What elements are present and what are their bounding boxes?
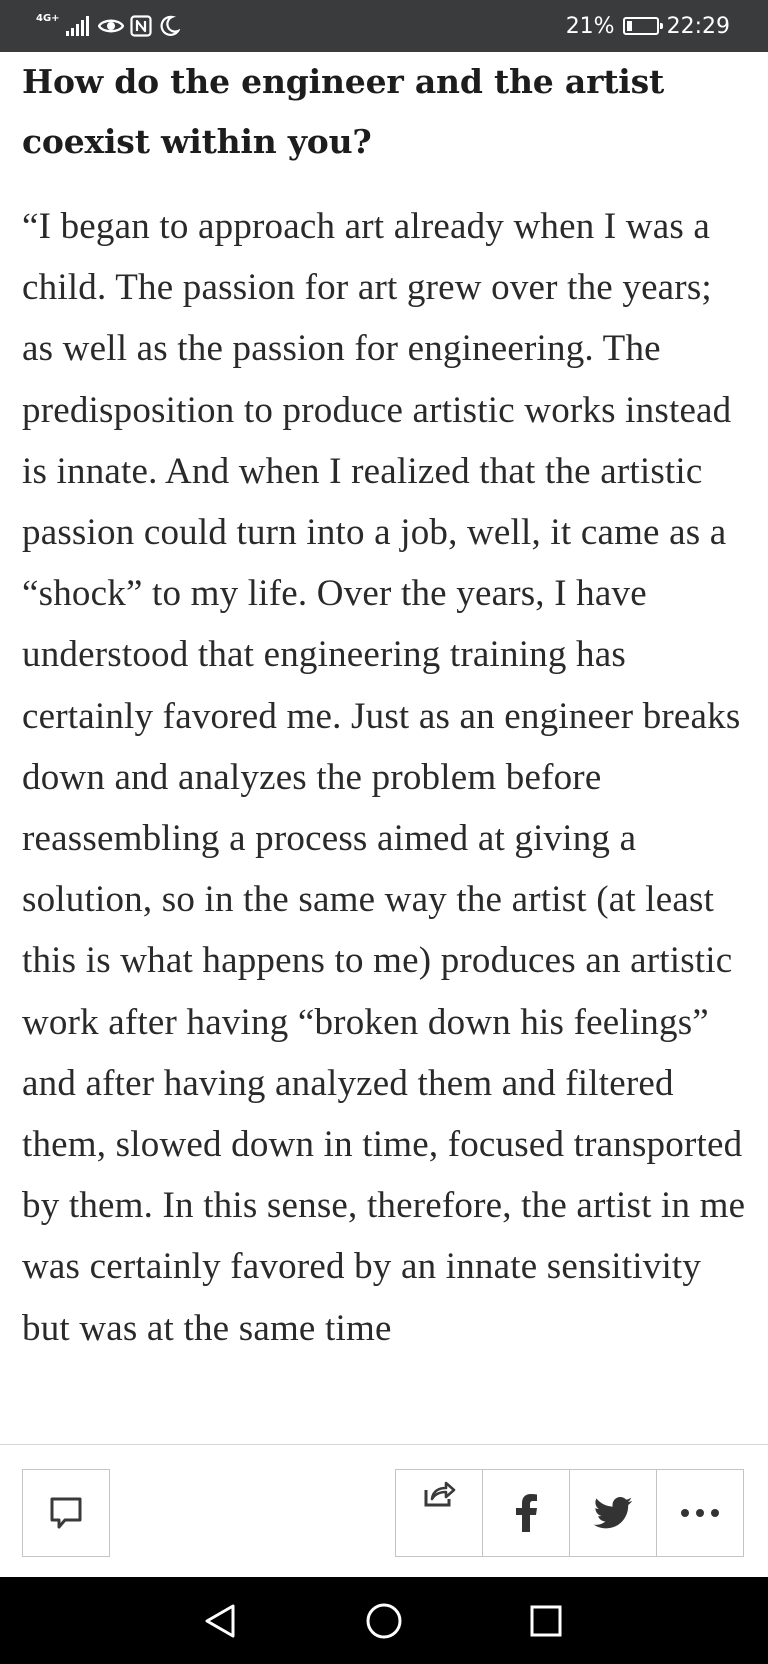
more-icon	[680, 1508, 720, 1518]
status-left-icons	[36, 0, 180, 52]
network-type-label: 4G+	[36, 13, 60, 24]
back-icon	[203, 1603, 237, 1639]
status-right-icons	[566, 0, 730, 52]
home-icon	[365, 1602, 403, 1640]
status-bar	[0, 0, 768, 52]
comment-button[interactable]	[22, 1469, 110, 1557]
share-icon	[422, 1480, 456, 1508]
eye-icon	[98, 16, 124, 36]
navigation-bar	[0, 1577, 768, 1664]
status-time: 22:29	[666, 13, 730, 39]
battery-level	[627, 21, 633, 31]
article-content[interactable]	[0, 52, 768, 1444]
twitter-share-button[interactable]	[569, 1469, 657, 1557]
twitter-icon	[593, 1497, 633, 1529]
back-button[interactable]	[180, 1577, 260, 1664]
facebook-icon	[514, 1494, 538, 1532]
moon-icon	[158, 15, 180, 37]
recents-button[interactable]	[506, 1577, 586, 1664]
battery-percent: 21%	[565, 13, 615, 39]
battery-icon	[623, 17, 659, 35]
share-button[interactable]	[395, 1469, 483, 1557]
article-heading: How do the engineer and the artist coexist within you?	[22, 62, 665, 161]
signal-icon	[66, 16, 92, 36]
article-paragraph: “I began to approach art already when I was a child. The passion for art grew over the years; as well as the passion for engineering. The predisposition to produce artistic works instead is innate. And when I realized that the artistic passion could turn into a job, well, it came as a “shock” to my life. Over the years, I have understood that engineering training has certainly favored me. Just as an engineer breaks down and analyzes the problem before reassembling a process aimed at giving a solution, so in the same way the artist (at least this is what happens to me) produces an artistic work after having “broken down his feelings” and after having analyzed them and filtered them, slowed down in time, focused transported by them. In this sense, therefore, the artist in me was certainly favored by an innate sensitivity but was at the same time	[22, 206, 746, 1349]
nfc-icon	[130, 15, 152, 37]
recents-icon	[529, 1604, 563, 1638]
share-toolbar	[0, 1444, 768, 1577]
facebook-share-button[interactable]	[482, 1469, 570, 1557]
share-button-group	[395, 1469, 744, 1557]
comment-icon	[49, 1496, 83, 1530]
home-button[interactable]	[344, 1577, 424, 1664]
more-options-button[interactable]	[656, 1469, 744, 1557]
